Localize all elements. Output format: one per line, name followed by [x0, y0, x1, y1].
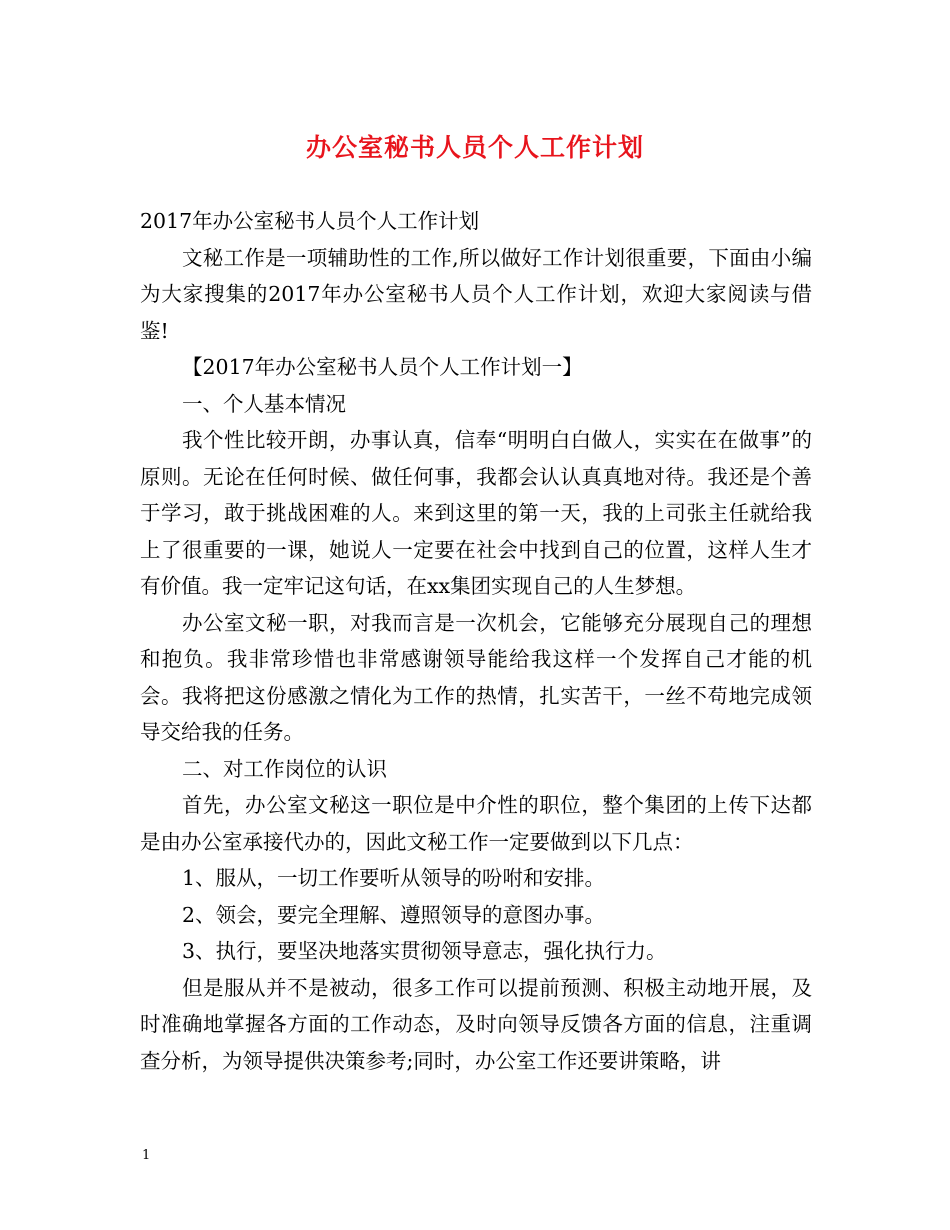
paragraph-opportunity: 办公室文秘一职，对我而言是一次机会，它能够充分展现自己的理想和抱负。我非常珍惜也非常感谢领导能给我这样一个发挥自己才能的机会。我将把这份感激之情化为工作的热情，扎实苦干，一丝不苟地完成领导交给我的任务。 — [140, 610, 812, 744]
paragraph-section-heading: 【2017年办公室秘书人员个人工作计划一】 — [182, 355, 583, 379]
paragraph-subtitle: 2017年办公室秘书人员个人工作计划 — [140, 209, 480, 233]
paragraph-heading-2: 二、对工作岗位的认识 — [182, 756, 387, 781]
paragraph-heading-1: 一、个人基本情况 — [182, 391, 346, 416]
document-body — [140, 203, 812, 1079]
paragraph-position: 首先，办公室文秘这一职位是中介性的职位，整个集团的上传下达都是由办公室承接代办的，因此文秘工作一定要做到以下几点： — [140, 793, 812, 854]
paragraph-intro: 文秘工作是一项辅助性的工作,所以做好工作计划很重要，下面由小编为大家搜集的2017年办公室秘书人员个人工作计划，欢迎大家阅读与借鉴! — [140, 245, 812, 343]
paragraph-point-3: 3、执行，要坚决地落实贯彻领导意志，强化执行力。 — [182, 939, 667, 963]
paragraph-point-1: 1、服从，一切工作要听从领导的吩咐和安排。 — [182, 866, 606, 890]
paragraph-proactive: 但是服从并不是被动，很多工作可以提前预测、积极主动地开展，及时准确地掌握各方面的工作动态，及时向领导反馈各方面的信息，注重调查分析，为领导提供决策参考;同时，办公室工作还要讲策略，讲 — [140, 975, 812, 1073]
paragraph-point-2: 2、领会，要完全理解、遵照领导的意图办事。 — [182, 902, 606, 927]
page-number: 1 — [142, 1148, 151, 1163]
document-title: 办公室秘书人员个人工作计划 — [305, 133, 644, 162]
paragraph-personal-info: 我个性比较开朗，办事认真，信奉“明明白白做人，实实在在做事”的原则。无论在任何时候、做任何事，我都会认认真真地对待。我还是个善于学习，敢于挑战困难的人。来到这里的第一天，我的上司张主任就给我上了很重要的一课，她说人一定要在社会中找到自己的位置，这样人生才有价值。我一定牢记这句话，在xx集团实现自己的人生梦想。 — [140, 428, 812, 598]
